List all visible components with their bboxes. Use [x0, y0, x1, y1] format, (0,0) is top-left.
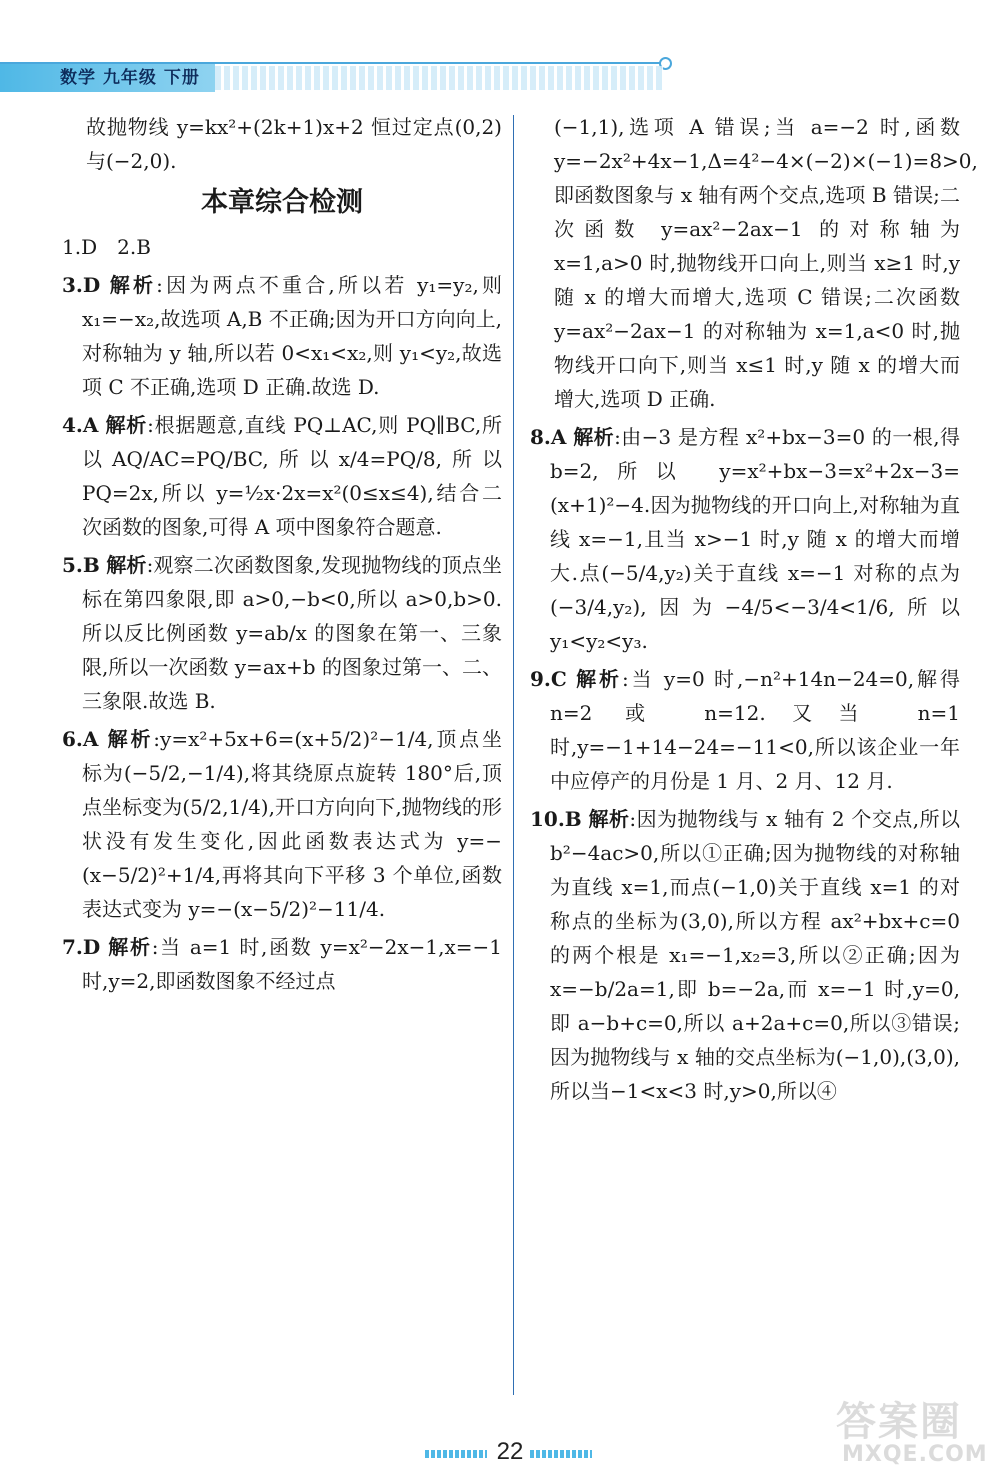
answer-text: :根据题意,直线 PQ⊥AC,则 PQ∥BC,所以AQ/AC=PQ/BC,所以x/4=PQ/8,所以PQ=2x,所以 y=½x·2x=x²(0≤x≤4),结合二次函数的图象,可得 A 项中图象符合题意.	[82, 413, 502, 539]
analysis-label: 解析	[105, 413, 148, 437]
answer-text: :因为两点不重合,所以若 y₁=y₂,则x₁=−x₂,故选项 A,B 不正确;因为开口方向向上,对称轴为 y 轴,所以若 0<x₁<x₂,则 y₁<y₂,故选项 C 不正确,选项 D 正确.故选 D.	[82, 273, 503, 399]
analysis-label: 解析	[107, 727, 154, 751]
page-header	[0, 0, 1000, 100]
answer-4	[62, 408, 502, 544]
answer-9	[530, 662, 960, 798]
analysis-label: 解析	[576, 667, 622, 691]
answer-text: :当 a=1 时,函数 y=x²−2x−1,x=−1 时,y=2,即函数图象不经过点	[82, 935, 502, 993]
answer-number: 9.C	[530, 667, 567, 691]
right-column	[530, 110, 978, 1112]
page-number: 22	[496, 1438, 524, 1465]
answer-6	[62, 722, 502, 926]
watermark-url: MXQE.COM	[842, 1442, 988, 1467]
watermark-logo	[836, 1390, 986, 1475]
left-column	[62, 110, 502, 1002]
footer-stripe-left	[425, 1450, 487, 1458]
answer-text: :y=x²+5x+6=(x+5/2)²−1/4,顶点坐标为(−5/2,−1/4),将其绕原点旋转 180°后,顶点坐标变为(5/2,1/4),开口方向向下,抛物线的形状没有发生变化,因此函数表达式为 y=−(x−5/2)²+1/4,再将其向下平移 3 个单位,函数表达式变为 y=−(x−5/2)²−11/4.	[82, 727, 503, 921]
watermark-text: 答案圈	[836, 1399, 962, 1445]
answer-text: :观察二次函数图象,发现抛物线的顶点坐标在第四象限,即 a>0,−b<0,所以 a>0,b>0.所以反比例函数 y=ab/x 的图象在第一、三象限,所以一次函数 y=ax+b 的图象过第一、二、三象限.故选 B.	[82, 553, 503, 713]
answer-1-2: 1.D 2.B	[62, 235, 151, 259]
analysis-label: 解析	[573, 425, 615, 449]
answer-text: :由−3 是方程 x²+bx−3=0 的一根,得b=2,所以 y=x²+bx−3=x²+2x−3=(x+1)²−4.因为抛物线的开口向上,对称轴为直线 x=−1,且当 x>−1 时,y 随 x 的增大而增大.点(−5/4,y₂)关于直线 x=−1 对称的点为(−3/4,y₂),因为−4/5<−3/4<1/6,所以 y₁<y₂<y₃.	[550, 425, 961, 653]
continued-text: 故抛物线 y=kx²+(2k+1)x+2 恒过定点(0,2)与(−2,0).	[86, 115, 502, 173]
answer-8	[530, 420, 960, 658]
analysis-label: 解析	[109, 273, 157, 297]
analysis-label: 解析	[588, 807, 630, 831]
analysis-label: 解析	[106, 553, 147, 577]
answer-number: 5.B	[62, 553, 100, 577]
answer-7-continued: (−1,1),选项 A 错误;当 a=−2 时,函数 y=−2x²+4x−1,Δ=4²−4×(−2)×(−1)=8>0,即函数图象与 x 轴有两个交点,选项 B 错误;二次函数 y=ax²−2ax−1 的对称轴为 x=1,a>0 时,抛物线开口向上,则当 x≥1 时,y 随 x 的增大而增大,选项 C 错误;二次函数y=ax²−2ax−1 的对称轴为 x=1,a<0 时,抛物线开口向下,则当 x≤1 时,y 随 x 的增大而增大,选项 D 正确.	[554, 115, 978, 411]
answer-7	[62, 930, 502, 998]
section-title: 本章综合检测	[201, 187, 363, 218]
answer-number: 4.A	[62, 413, 99, 437]
header-stripe	[215, 66, 663, 90]
answer-10	[530, 802, 960, 1108]
analysis-label: 解析	[108, 935, 152, 959]
answer-number: 3.D	[62, 273, 101, 297]
answer-number: 8.A	[530, 425, 567, 449]
book-title: 数学 九年级 下册	[60, 68, 200, 88]
answer-number: 6.A	[62, 727, 99, 751]
column-divider	[513, 115, 514, 1395]
answer-text: :因为抛物线与 x 轴有 2 个交点,所以b²−4ac>0,所以①正确;因为抛物线的对称轴为直线 x=1,而点(−1,0)关于直线 x=1 的对称点的坐标为(3,0),所以方程 ax²+bx+c=0 的两个根是 x₁=−1,x₂=3,所以②正确;因为 x=−b/2a=1,即 b=−2a,而 x=−1 时,y=0,即 a−b+c=0,所以 a+2a+c=0,所以③错误;因为抛物线与 x 轴的交点坐标为(−1,0),(3,0),所以当−1<x<3 时,y>0,所以④	[550, 807, 961, 1103]
answer-5	[62, 548, 502, 718]
footer-stripe-right	[530, 1450, 592, 1458]
answer-number: 10.B	[530, 807, 582, 831]
answer-text: :当 y=0 时,−n²+14n−24=0,解得 n=2 或 n=12.又当 n=1 时,y=−1+14−24=−11<0,所以该企业一年中应停产的月份是 1 月、2 月、12 月.	[550, 667, 960, 793]
answer-3	[62, 268, 502, 404]
answer-number: 7.D	[62, 935, 101, 959]
